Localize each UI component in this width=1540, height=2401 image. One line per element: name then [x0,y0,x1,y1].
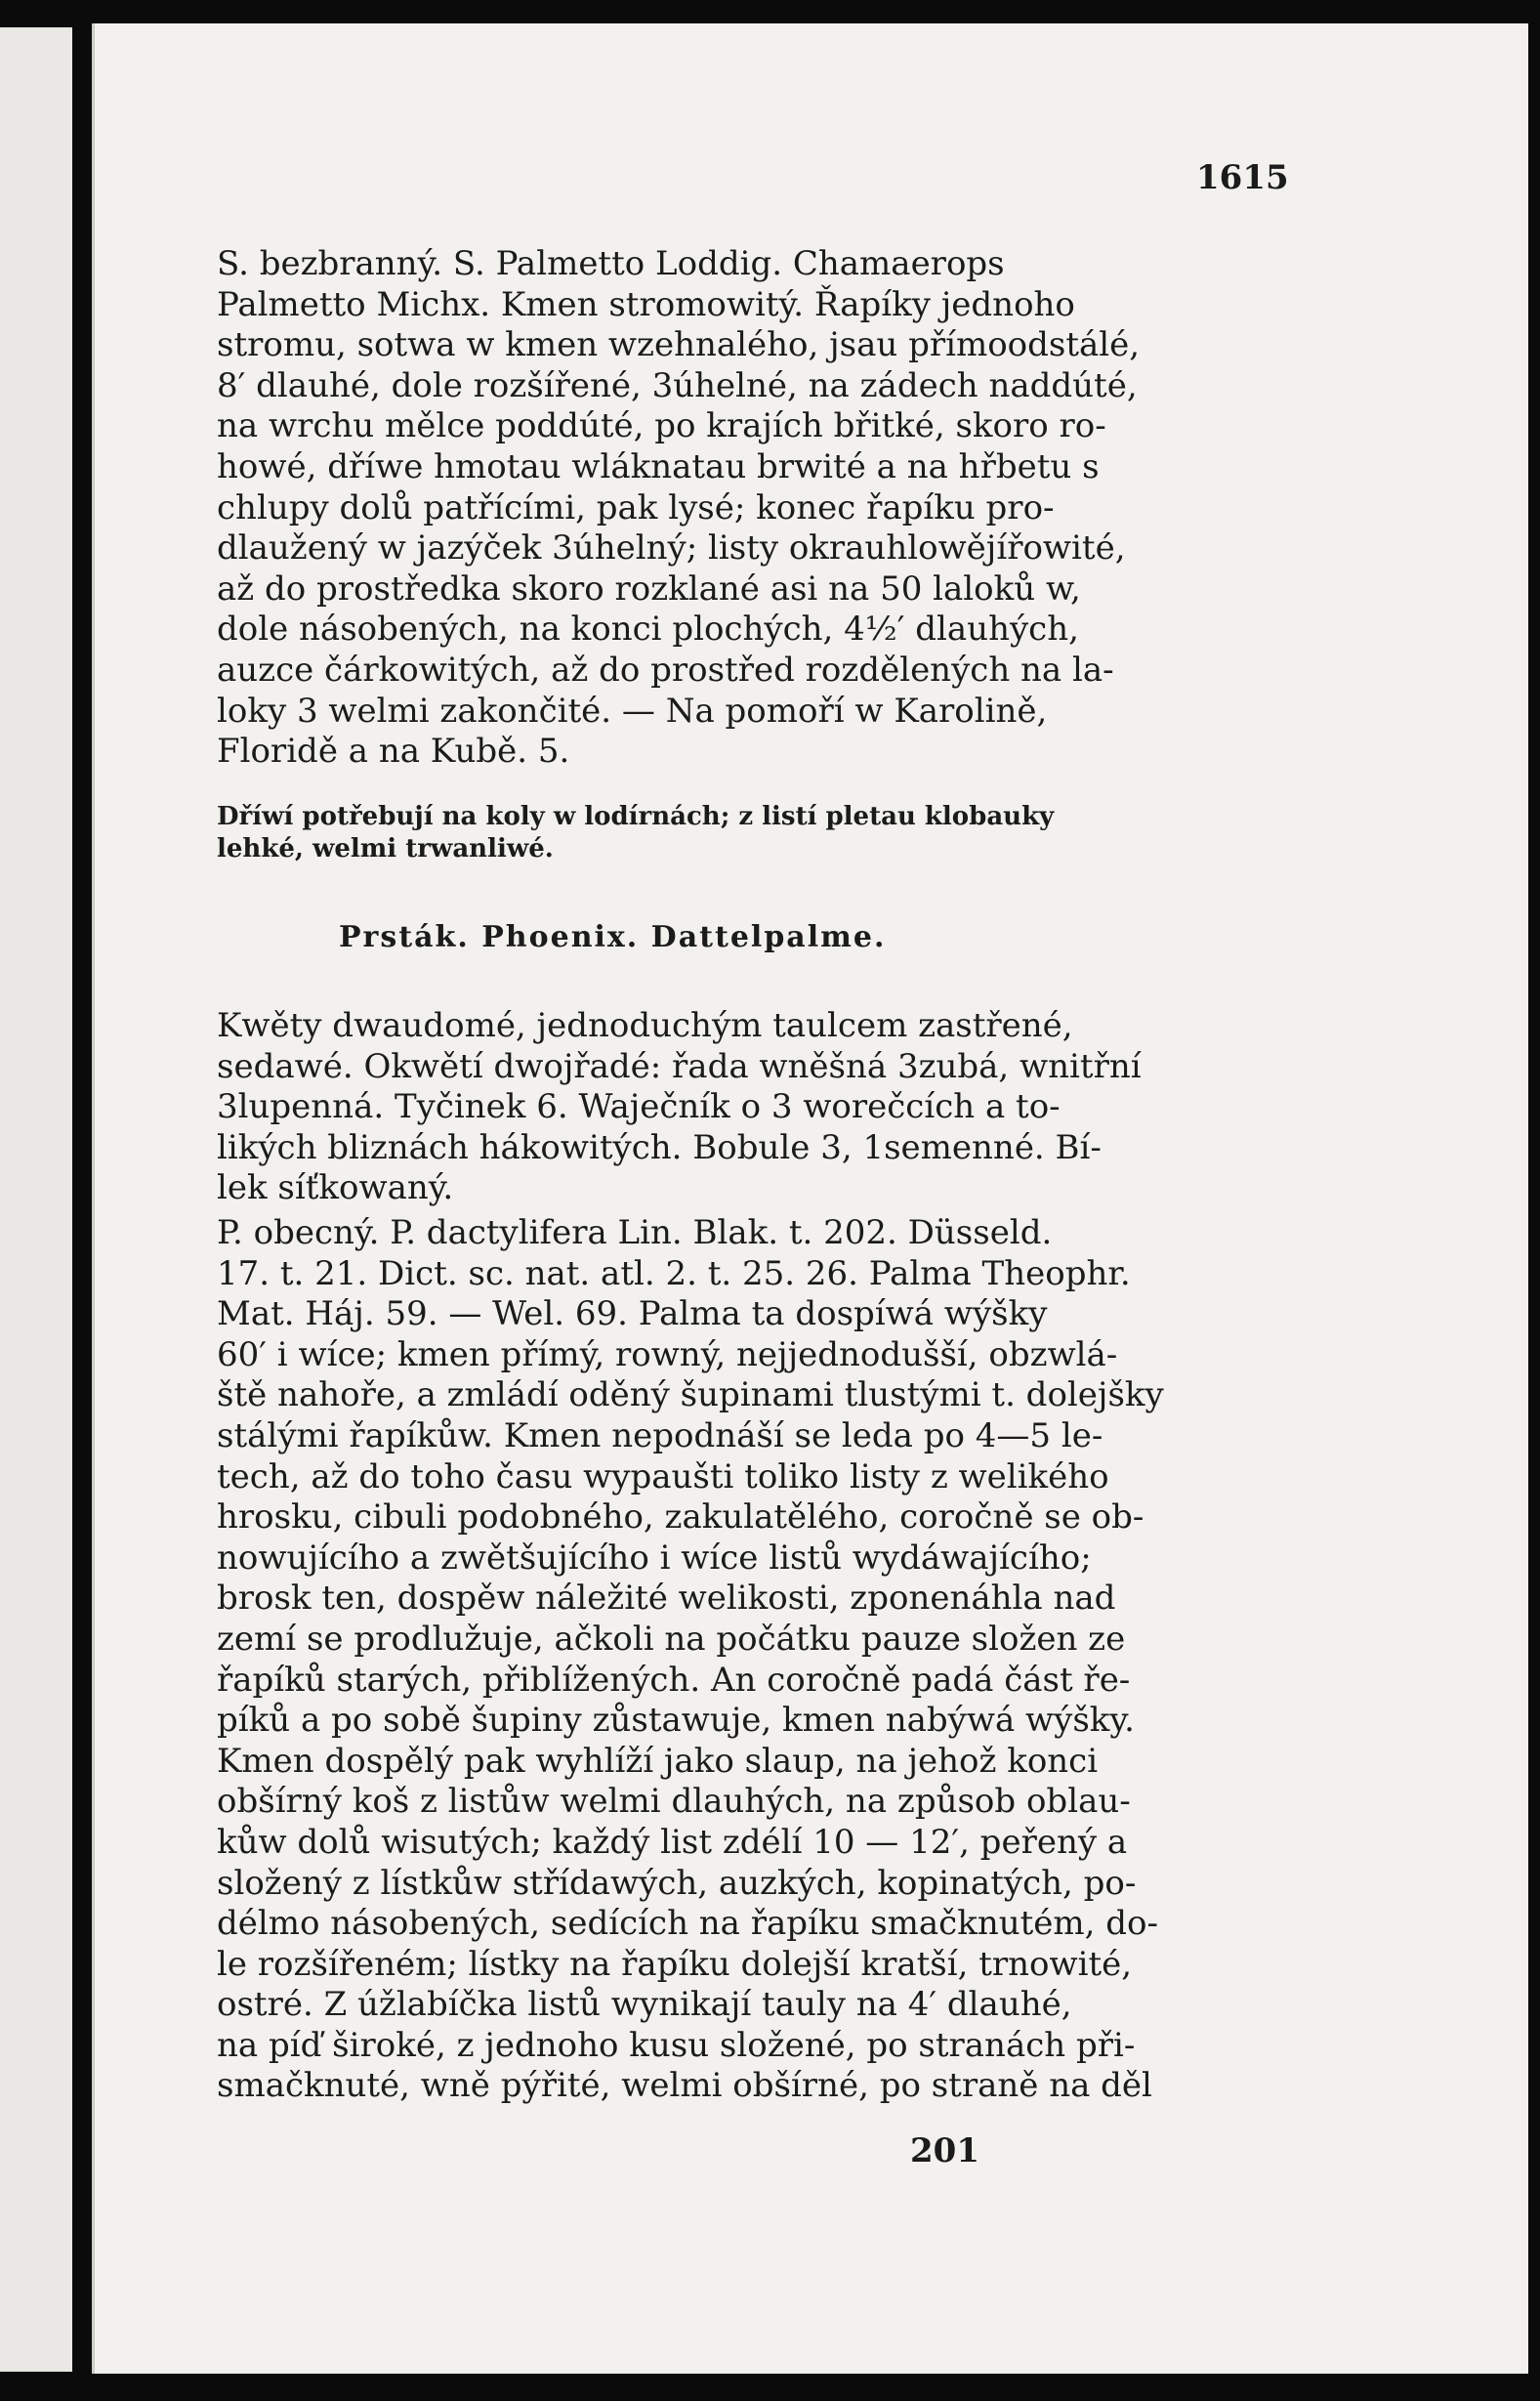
text-line: sedawé. Okwětí dwojřadé: řada wněšná 3zubá, wnitřní [217,1046,1142,1086]
text-line: dlaužený w jazýček 3úhelný; listy okrauhlowějířowité, [217,528,1126,569]
text-line: Kmen dospělý pak wyhlíží jako slaup, na jehož konci [217,1741,1099,1781]
text-line: lek síťkowaný. [217,1168,454,1208]
page-number: 1615 [1196,158,1289,197]
text-line: 60′ i wíce; kmen přímý, rowný, nejjednodušší, obzwlá- [217,1334,1118,1374]
printer-signature-mark: 201 [910,2131,979,2170]
text-line: složený z lístkůw střídawých, auzkých, kopinatých, po- [217,1863,1137,1903]
text-line: zemí se prodlužuje, ačkoli na počátku pauze složen ze [217,1619,1126,1659]
text-line: délmo násobených, sedících na řapíku smačknutém, do- [217,1904,1158,1944]
text-line: stromu, sotwa w kmen wzehnalého, jsau přímoodstálé, [217,325,1141,365]
text-line: na píď široké, z jednoho kusu složené, po stranách při- [217,2025,1136,2065]
text-line: Kwěty dwaudomé, jednoduchým taulcem zastřené, [217,1006,1073,1045]
text-line: lehké, welmi trwanliwé. [217,834,554,864]
text-line: hrosku, cibuli podobného, zakulatělého, coročně se ob- [217,1497,1145,1537]
text-line: Palmetto Michx. Kmen stromowitý. Řapíky jednoho [217,284,1075,324]
text-line: stálými řapíkůw. Kmen nepodnáší se leda po 4—5 le- [217,1415,1103,1455]
text-line: tech, až do toho času wypaušti toliko listy z welikého [217,1456,1109,1496]
text-line: likých bliznách hákowitých. Bobule 3, 1semenné. Bí- [217,1127,1102,1167]
text-line: ště nahoře, a zmládí oděný šupinami tlustými t. dolejšky [217,1375,1164,1415]
text-line: obšírný koš z listůw welmi dlauhých, na způsob oblau- [217,1782,1131,1822]
text-line: 17. t. 21. Dict. sc. nat. atl. 2. t. 25. 26. Palma Theophr. [217,1253,1131,1293]
usage-note [217,801,1281,865]
text-line: S. bezbranný. S. Palmetto Loddig. Chamaerops [217,244,1005,283]
text-line: le rozšířeném; lístky na řapíku dolejší kratší, trnowité, [217,1944,1133,1984]
text-line: až do prostředka skoro rozklané asi na 50 laloků w, [217,569,1081,609]
text-line: smačknuté, wně pýřité, welmi obšírné, po straně na děl [217,2066,1152,2106]
book-page [92,23,1528,2374]
text-line: 3lupenná. Tyčinek 6. Waječník o 3 worečcích a to- [217,1087,1061,1127]
genus-description [217,1006,1281,1209]
facing-page-edge [0,27,72,2372]
text-line: ostré. Z úžlabíčka listů wynikají tauly na 4′ dlauhé, [217,1985,1072,2025]
text-line: Mat. Háj. 59. — Wel. 69. Palma ta dospíwá wýšky [217,1294,1048,1334]
text-line: auzce čárkowitých, až do prostřed rozdělených na la- [217,650,1114,690]
text-line: dole násobených, na konci plochých, 4½′ dlauhých, [217,610,1079,650]
text-line: loky 3 welmi zakončité. — Na pomoří w Karolině, [217,691,1048,731]
text-line: Floridě a na Kubě. 5. [217,732,570,772]
text-line: řapíků starých, přiblížených. An coročně padá část ře- [217,1660,1131,1700]
text-line: P. obecný. P. dactylifera Lin. Blak. t. 202. Düsseld. [217,1213,1053,1252]
text-line: chlupy dolů patřícími, pak lysé; konec řapíku pro- [217,487,1055,527]
entry-sabal-palmetto [217,244,1281,773]
text-line: kůw dolů wisutých; každý list zdélí 10 — 12′, peřený a [217,1822,1128,1862]
text-line: Dříwí potřebují na koly w lodírnách; z listí pletau klobauky [217,802,1055,831]
text-line: na wrchu mělce poddúté, po krajích břitké, skoro ro- [217,406,1106,446]
genus-heading: Prsták. Phoenix. Dattelpalme. [339,920,887,954]
text-line: píků a po sobě šupiny zůstawuje, kmen nabýwá wýšky. [217,1701,1135,1741]
text-line: howé, dříwe hmotau wláknatau brwité a na hřbetu s [217,446,1100,486]
text-line: 8′ dlauhé, dole rozšířené, 3úhelné, na zádech naddúté, [217,365,1138,405]
entry-phoenix-dactylifera [217,1213,1281,2107]
text-line: brosk ten, dospěw náležité welikosti, zponenáhla nad [217,1579,1116,1619]
text-line: nowujícího a zwětšujícího i wíce listů wydáwajícího; [217,1537,1092,1578]
